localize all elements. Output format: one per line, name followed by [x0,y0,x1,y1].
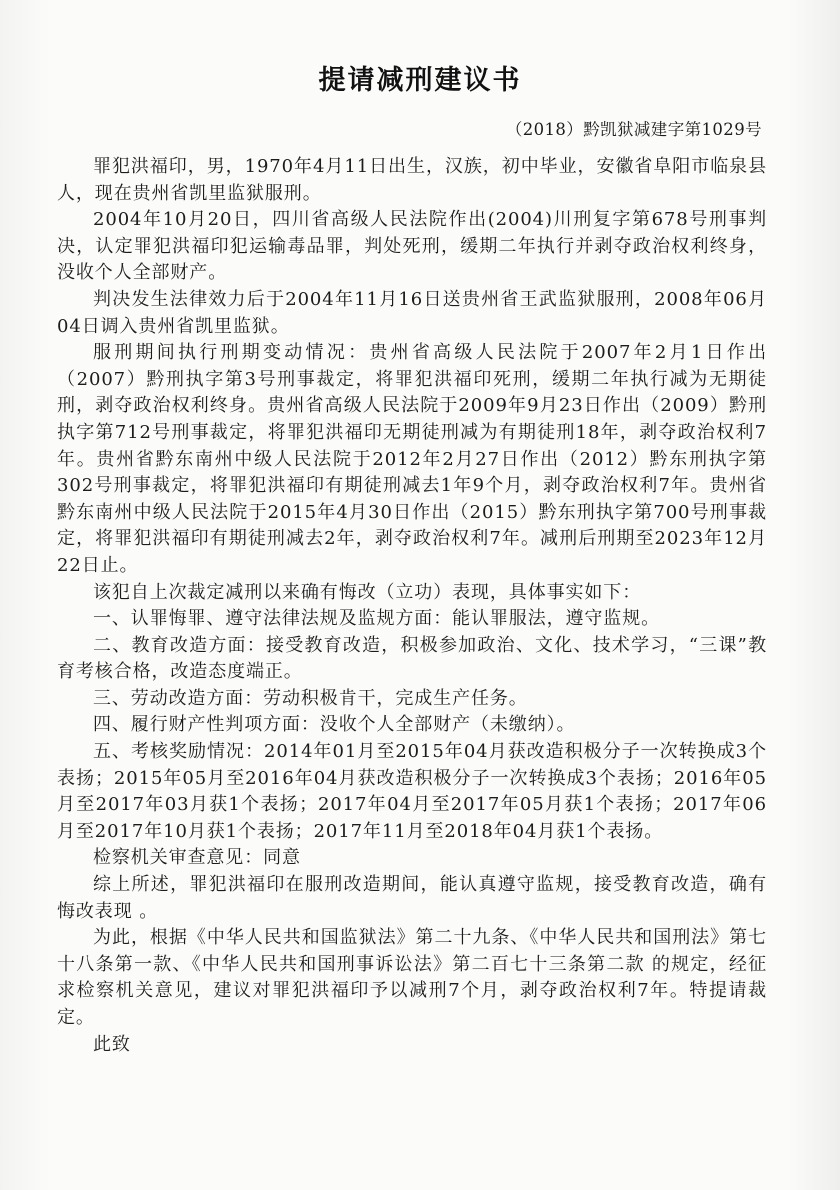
paragraph-defendant-info: 罪犯洪福印，男，1970年4月11日出生，汉族，初中毕业，安徽省阜阳市临泉县人，现在贵州省凯里监狱服刑。 [57,156,767,204]
paragraph-summary: 综上所述，罪犯洪福印在服刑改造期间，能认真遵守监规，接受教育改造，确有悔改表现 。 [57,874,767,922]
document-body [57,154,767,1058]
paragraph-item-1: 一、认罪悔罪、遵守法律法规及监规方面：能认罪服法，遵守监规。 [93,608,660,630]
paragraph-original-judgment: 2004年10月20日，四川省高级人民法院作出(2004)川刑复字第678号刑事判决，认定罪犯洪福印犯运输毒品罪，判处死刑，缓期二年执行并剥夺政治权利终身，没收个人全部财产。 [57,209,767,284]
paragraph-transfer: 判决发生法律效力后于2004年11月16日送贵州省王武监狱服刑，2008年06月04日调入贵州省凯里监狱。 [57,288,767,337]
document-title: 提请减刑建议书 [318,65,522,96]
paragraph-item-5: 五、考核奖励情况：2014年01月至2015年04月获改造积极分子一次转换成3个表扬；2015年05月至2016年04月获改造积极分子一次转换成3个表扬；2016年05月至2017年03月获1个表扬；2017年04月至2017年05月获1个表扬；2017年06月至2017年10月获1个表扬；2017年11月至2018年04月获1个表扬。 [57,741,767,842]
paragraph-item-2: 二、教育改造方面：接受教育改造，积极参加政治、文化、技术学习，“三课”教育考核合格，改造态度端正。 [57,634,767,683]
paragraph-item-4: 四、履行财产性判项方面：没收个人全部财产（未缴纳）。 [93,714,576,736]
paragraph-sentence-changes: 服刑期间执行刑期变动情况：贵州省高级人民法院于2007年2月1日作出（2007）黔刑执字第3号刑事裁定，将罪犯洪福印死刑，缓期二年执行减为无期徒刑，剥夺政治权利终身。贵州省高级人民法院于2009年9月23日作出（2009）黔刑执字第712号刑事裁定，将罪犯洪福印无期徒刑减为有期徒刑18年，剥夺政治权利7年。贵州省黔东南州中级人民法院于2012年2月27日作出（2012）黔东刑执字第302号刑事裁定，将罪犯洪福印有期徒刑减去1年9个月，剥夺政治权利7年。贵州省黔东南州中级人民法院于2015年4月30日作出（2015）黔东刑执字第700号刑事裁定，将罪犯洪福印有期徒刑减去2年，剥夺政治权利7年。减刑后刑期至2023年12月22日止。 [57,342,767,576]
paragraph-recommendation: 为此，根据《中华人民共和国监狱法》第二十九条、《中华人民共和国刑法》第七十八条第一款、《中华人民共和国刑事诉讼法》第二百七十三条第二款 的规定，经征求检察机关意见，建议对罪犯洪福印予以减刑7个月，剥夺政治权利7年。特提请裁定。 [57,927,767,1028]
paragraph-item-3: 三、劳动改造方面：劳动积极肯干，完成生产任务。 [93,687,528,709]
paragraph-procuratorate-opinion: 检察机关审查意见：同意 [93,847,301,869]
document-number: （2018）黔凯狱减建字第1029号 [505,120,762,139]
paragraph-closing: 此致 [93,1033,131,1055]
paragraph-reform-intro: 该犯自上次裁定减刑以来确有悔改（立功）表现，具体事实如下： [93,581,642,603]
